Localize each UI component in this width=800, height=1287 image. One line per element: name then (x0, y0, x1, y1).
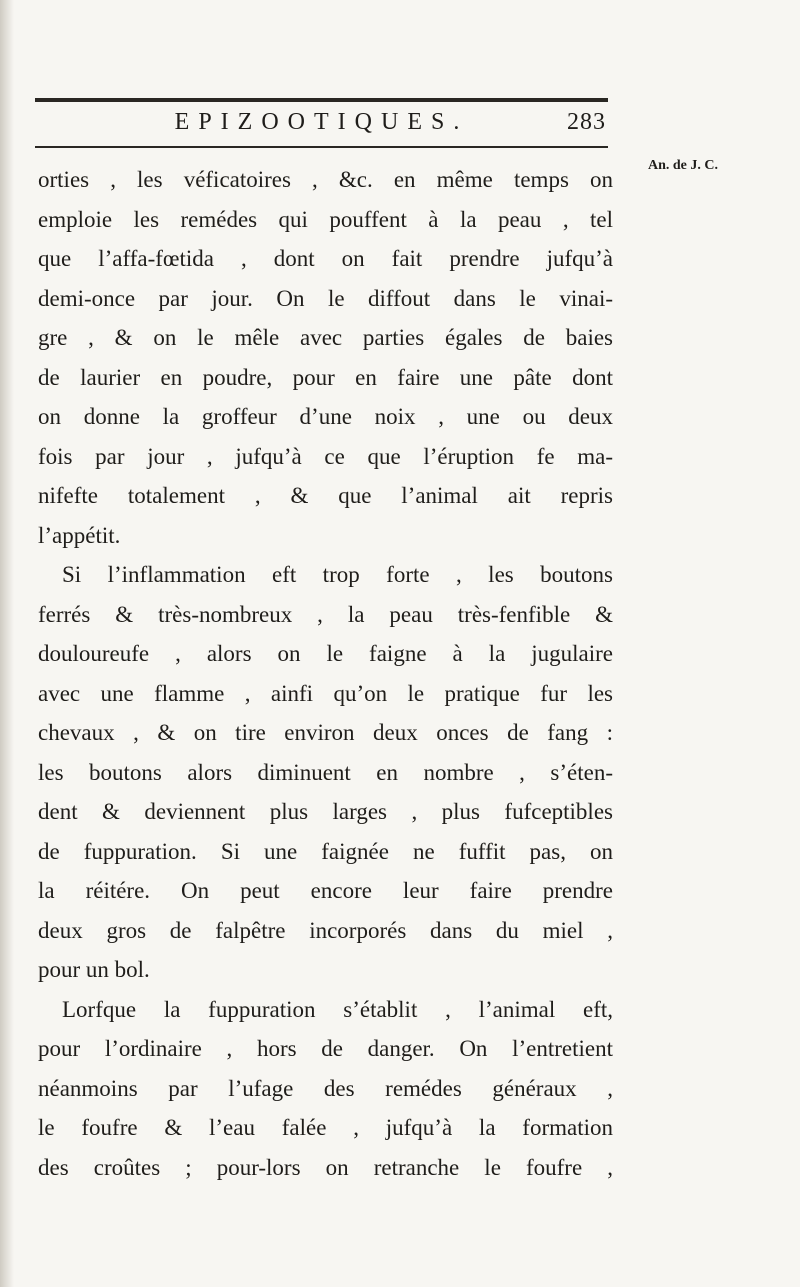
text-line: les boutons alors diminuent en nombre , s’éten- (38, 759, 613, 785)
text-line: avec une flamme , ainfi qu’on le pratique fur les (38, 680, 613, 706)
text-line: douloureufe , alors on le faigne à la jugulaire (38, 641, 613, 666)
running-title: EPIZOOTIQUES. (174, 109, 469, 135)
text-line: ferrés & très-nombreux , la peau très-fenfible & (38, 601, 613, 627)
text-line: demi-once par jour. On le diffout dans le vinai- (38, 285, 613, 311)
text-line: que l’affa-fœtida , dont on fait prendre jufqu’à (38, 246, 613, 271)
text-line: de laurier en poudre, pour en faire une pâte dont (38, 364, 613, 390)
text-line: néanmoins par l’ufage des remédes généraux , (38, 1075, 613, 1101)
margin-note: An. de J. C. (648, 158, 719, 173)
running-header (35, 102, 608, 142)
text-line: Si l’inflammation eft trop forte , les boutons (62, 562, 613, 587)
header-rule (35, 146, 608, 148)
text-line: fois par jour , jufqu’à ce que l’éruption fe ma- (38, 443, 613, 469)
text-line: emploie les remédes qui pouffent à la peau , tel (38, 206, 613, 232)
text-line: l’appétit. (38, 522, 121, 548)
text-line: deux gros de falpêtre incorporés dans du miel , (38, 917, 613, 943)
text-line: pour un bol. (38, 957, 150, 982)
text-line: le foufre & l’eau falée , jufqu’à la formation (38, 1115, 613, 1140)
text-line: on donne la groffeur d’une noix , une ou deux (38, 404, 613, 429)
text-line: gre , & on le mêle avec parties égales de baies (38, 325, 613, 350)
text-line: orties , les véficatoires , &c. en même temps on (38, 167, 613, 192)
text-line: de fuppuration. Si une faignée ne fuffit pas, on (38, 838, 613, 864)
page-gutter-shadow (0, 0, 14, 1287)
body-text (38, 160, 613, 1187)
text-line: dent & deviennent plus larges , plus fufceptibles (38, 799, 613, 824)
text-line: Lorfque la fuppuration s’établit , l’animal eft, (62, 996, 613, 1022)
text-line: chevaux , & on tire environ deux onces de fang : (38, 720, 613, 745)
text-line: des croûtes ; pour-lors on retranche le foufre , (38, 1154, 613, 1180)
text-line: nifefte totalement , & que l’animal ait repris (38, 483, 613, 508)
text-line: pour l’ordinaire , hors de danger. On l’entretient (38, 1036, 613, 1061)
text-line: la réitére. On peut encore leur faire prendre (38, 878, 613, 903)
page-number: 283 (567, 109, 606, 135)
